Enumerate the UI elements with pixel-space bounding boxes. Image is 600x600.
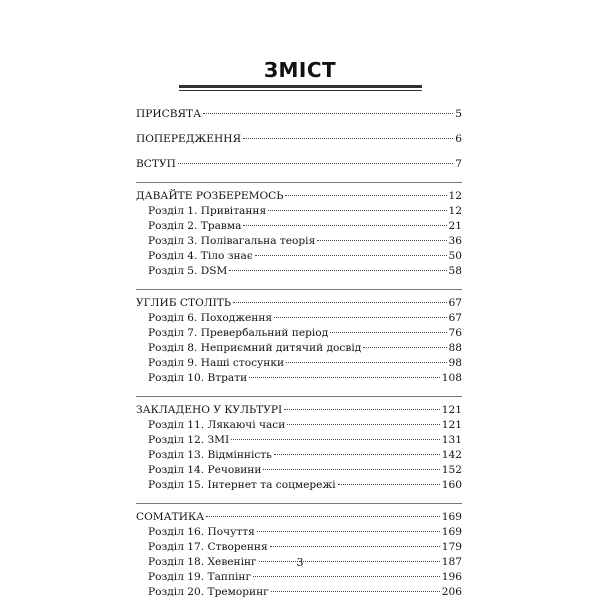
dot-leader [274, 454, 440, 455]
toc-chapter-entry [136, 341, 462, 356]
dot-leader [286, 362, 447, 363]
dot-leader [243, 138, 453, 139]
toc-entry-page: 12 [448, 205, 462, 217]
section-divider [136, 503, 462, 504]
dot-leader [243, 225, 446, 226]
toc-entry-label: Розділ 17. Створення [148, 541, 268, 553]
toc-entry-label: ДАВАЙТЕ РОЗБЕРЕМОСЬ [136, 190, 284, 202]
toc-entry-page: 21 [448, 220, 462, 232]
page-title: ЗМІСТ [263, 58, 337, 82]
toc-chapter-entry [136, 525, 462, 540]
toc-entry-label: Розділ 13. Відмінність [148, 449, 272, 461]
section-divider [136, 182, 462, 183]
dot-leader [271, 591, 440, 592]
toc-chapter-entry [136, 356, 462, 371]
toc-entry-label: Розділ 19. Таппінг [148, 571, 252, 583]
dot-leader [330, 332, 446, 333]
section-divider [136, 289, 462, 290]
toc-chapter-entry [136, 249, 462, 264]
toc-part-entry [136, 403, 462, 418]
toc-entry-page: 36 [448, 235, 462, 247]
toc-chapter-entry [136, 433, 462, 448]
title-rule-thick [179, 85, 422, 88]
dot-leader [268, 210, 446, 211]
dot-leader [233, 302, 447, 303]
toc-entry-page: 187 [441, 556, 462, 568]
toc-entry-label: Розділ 6. Походження [148, 312, 273, 324]
toc-entry-page: 98 [448, 357, 462, 369]
toc-entry-label: СОМАТИКА [136, 511, 205, 523]
dot-leader [287, 424, 440, 425]
dot-leader [284, 409, 440, 410]
toc-entry-page: 160 [441, 479, 462, 491]
toc-entry-label: Розділ 4. Тіло знає [148, 250, 253, 262]
dot-leader [270, 546, 440, 547]
toc-entry-page: 67 [448, 312, 462, 324]
toc-part-entry [136, 510, 462, 525]
dot-leader [255, 255, 447, 256]
dot-leader [203, 113, 453, 114]
toc-entry-page: 152 [441, 464, 462, 476]
page-number: 3 [296, 556, 304, 569]
dot-leader [229, 270, 446, 271]
dot-leader [317, 240, 446, 241]
toc-entry-page: 169 [441, 511, 462, 523]
toc-entry-label: ПРИСВЯТА [136, 108, 202, 120]
table-of-contents [136, 107, 462, 600]
toc-chapter-entry [136, 448, 462, 463]
toc-entry-page: 5 [455, 108, 462, 120]
toc-entry-label: Розділ 16. Почуття [148, 526, 255, 538]
dot-leader [178, 163, 453, 164]
dot-leader [257, 531, 440, 532]
toc-entry-page: 131 [441, 434, 462, 446]
toc-entry-label: Розділ 12. ЗМІ [148, 434, 230, 446]
title-rule-thin [179, 90, 422, 91]
toc-chapter-entry [136, 219, 462, 234]
toc-entry-label: Розділ 15. Інтернет та соцмережі [148, 479, 336, 491]
toc-chapter-entry [136, 540, 462, 555]
toc-entry-label: УГЛИБ СТОЛІТЬ [136, 297, 231, 309]
toc-entry-page: 142 [441, 449, 462, 461]
toc-chapter-entry [136, 234, 462, 249]
toc-entry-label: Розділ 20. Треморинг [148, 586, 269, 598]
toc-entry-label: Розділ 8. Неприємний дитячий досвід [148, 342, 362, 354]
toc-entry-label: Розділ 18. Хевенінг [148, 556, 257, 568]
toc-part-entry [136, 189, 462, 204]
toc-entry-page: 121 [441, 419, 462, 431]
toc-entry-page: 206 [441, 586, 462, 598]
toc-entry-label: ЗАКЛАДЕНО У КУЛЬТУРІ [136, 404, 283, 416]
toc-entry-label: Розділ 9. Наші стосунки [148, 357, 285, 369]
toc-entry-page: 67 [448, 297, 462, 309]
toc-entry-page: 196 [441, 571, 462, 583]
toc-chapter-entry [136, 585, 462, 600]
toc-entry-label: Розділ 3. Полівагальна теорія [148, 235, 316, 247]
toc-part-entry [136, 296, 462, 311]
toc-chapter-entry [136, 478, 462, 493]
dot-leader [206, 516, 440, 517]
dot-leader [363, 347, 446, 348]
toc-entry-page: 169 [441, 526, 462, 538]
toc-chapter-entry [136, 326, 462, 341]
toc-entry-label: Розділ 7. Превербальний період [148, 327, 329, 339]
toc-entry-page: 12 [448, 190, 462, 202]
dot-leader [231, 439, 440, 440]
toc-chapter-entry [136, 264, 462, 279]
dot-leader [253, 576, 440, 577]
dot-leader [274, 317, 446, 318]
toc-entry-label: Розділ 5. DSM [148, 265, 228, 277]
toc-entry-page: 76 [448, 327, 462, 339]
section-divider [136, 396, 462, 397]
toc-entry-page: 50 [448, 250, 462, 262]
toc-entry-page: 58 [448, 265, 462, 277]
toc-part-entry [136, 157, 462, 172]
toc-part-entry [136, 107, 462, 122]
toc-entry-page: 179 [441, 541, 462, 553]
toc-entry-label: Розділ 11. Лякаючі часи [148, 419, 286, 431]
toc-chapter-entry [136, 570, 462, 585]
toc-chapter-entry [136, 311, 462, 326]
toc-entry-page: 121 [441, 404, 462, 416]
toc-chapter-entry [136, 204, 462, 219]
toc-entry-label: Розділ 14. Речовини [148, 464, 262, 476]
dot-leader [285, 195, 446, 196]
toc-part-entry [136, 132, 462, 147]
toc-entry-page: 88 [448, 342, 462, 354]
toc-entry-page: 7 [455, 158, 462, 170]
dot-leader [263, 469, 439, 470]
toc-entry-label: Розділ 1. Привітання [148, 205, 267, 217]
toc-entry-label: Розділ 2. Травма [148, 220, 242, 232]
toc-chapter-entry [136, 418, 462, 433]
toc-entry-label: Розділ 10. Втрати [148, 372, 248, 384]
toc-chapter-entry [136, 371, 462, 386]
toc-entry-label: ПОПЕРЕДЖЕННЯ [136, 133, 242, 145]
toc-chapter-entry [136, 463, 462, 478]
toc-entry-page: 108 [441, 372, 462, 384]
toc-entry-label: ВСТУП [136, 158, 176, 170]
toc-entry-page: 6 [455, 133, 462, 145]
dot-leader [338, 484, 440, 485]
dot-leader [249, 377, 440, 378]
